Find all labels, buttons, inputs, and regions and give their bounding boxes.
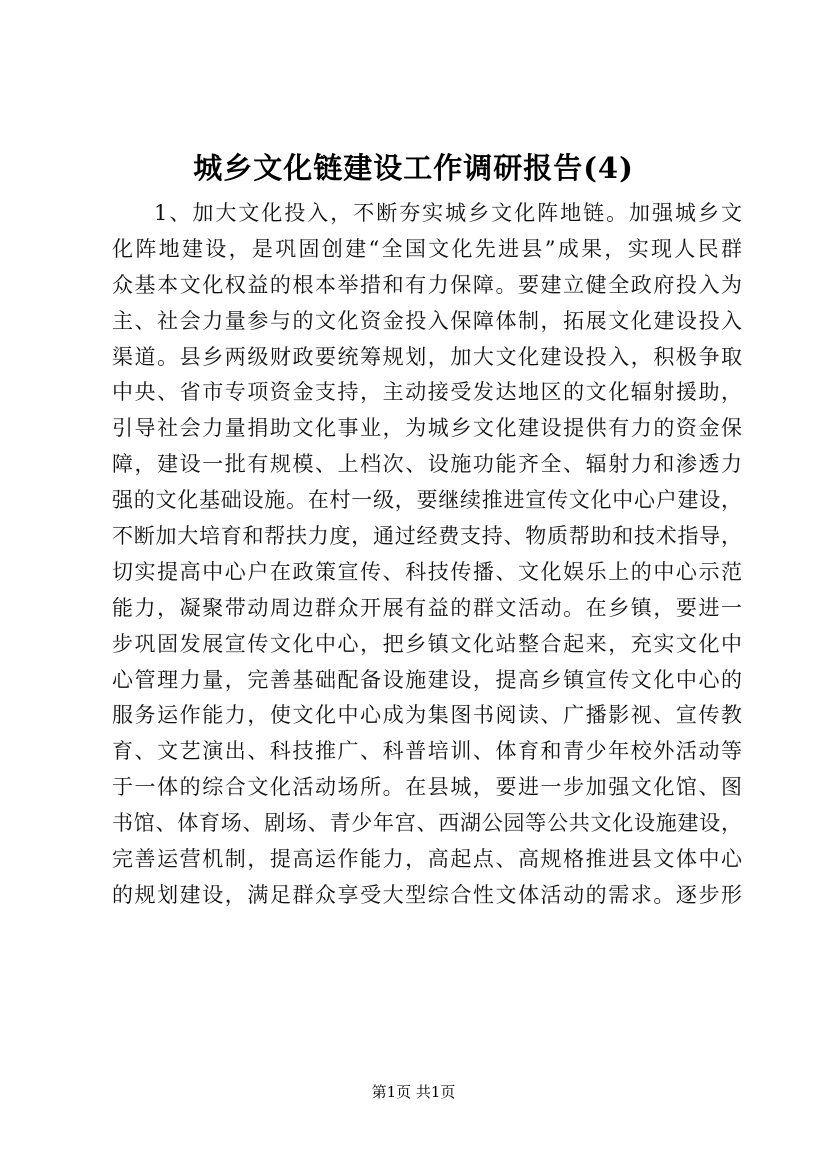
body-line: 育、文艺演出、科技推广、科普培训、体育和青少年校外活动等 — [112, 739, 742, 764]
body-line: 渠道。县乡两级财政要统筹规划，加大文化建设投入，积极争取 — [112, 344, 742, 369]
body-line: 障，建设一批有规模、上档次、设施功能齐全、辐射力和渗透力 — [112, 452, 742, 477]
body-line: 服务运作能力，使文化中心成为集图书阅读、广播影视、宣传教 — [112, 703, 742, 728]
document-title: 城乡文化链建设工作调研报告(4) — [193, 151, 634, 185]
body-line: 不断加大培育和帮扶力度，通过经费支持、物质帮助和技术指导， — [112, 524, 742, 549]
body-line: 书馆、体育场、剧场、青少年宫、西湖公园等公共文化设施建设， — [112, 811, 742, 836]
body-line: 步巩固发展宣传文化中心，把乡镇文化站整合起来，充实文化中 — [112, 631, 742, 656]
body-line: 引导社会力量捐助文化事业，为城乡文化建设提供有力的资金保 — [112, 416, 742, 441]
body-line: 化阵地建设，是巩固创建“全国文化先进县”成果，实现人民群 — [112, 236, 742, 261]
body-line: 心管理力量，完善基础配备设施建设，提高乡镇宣传文化中心的 — [112, 667, 742, 692]
document-body — [112, 196, 742, 914]
page-footer: 第1页 共1页 — [371, 1083, 456, 1101]
body-line: 主、社会力量参与的文化资金投入保障体制，拓展文化建设投入 — [112, 308, 742, 333]
body-line: 的规划建设，满足群众享受大型综合性文体活动的需求。逐步形 — [112, 882, 742, 907]
body-line: 完善运营机制，提高运作能力，高起点、高规格推进县文体中心 — [112, 847, 742, 872]
body-line: 于一体的综合文化活动场所。在县城，要进一步加强文化馆、图 — [112, 775, 742, 800]
body-line: 中央、省市专项资金支持，主动接受发达地区的文化辐射援助， — [112, 380, 742, 405]
body-line: 1、加大文化投入，不断夯实城乡文化阵地链。加强城乡文 — [154, 201, 742, 225]
body-line: 众基本文化权益的根本举措和有力保障。要建立健全政府投入为 — [112, 272, 742, 297]
body-line: 强的文化基础设施。在村一级，要继续推进宣传文化中心户建设， — [112, 488, 742, 513]
body-line: 切实提高中心户在政策宣传、科技传播、文化娱乐上的中心示范 — [112, 559, 742, 584]
body-line: 能力，凝聚带动周边群众开展有益的群文活动。在乡镇，要进一 — [112, 595, 742, 620]
